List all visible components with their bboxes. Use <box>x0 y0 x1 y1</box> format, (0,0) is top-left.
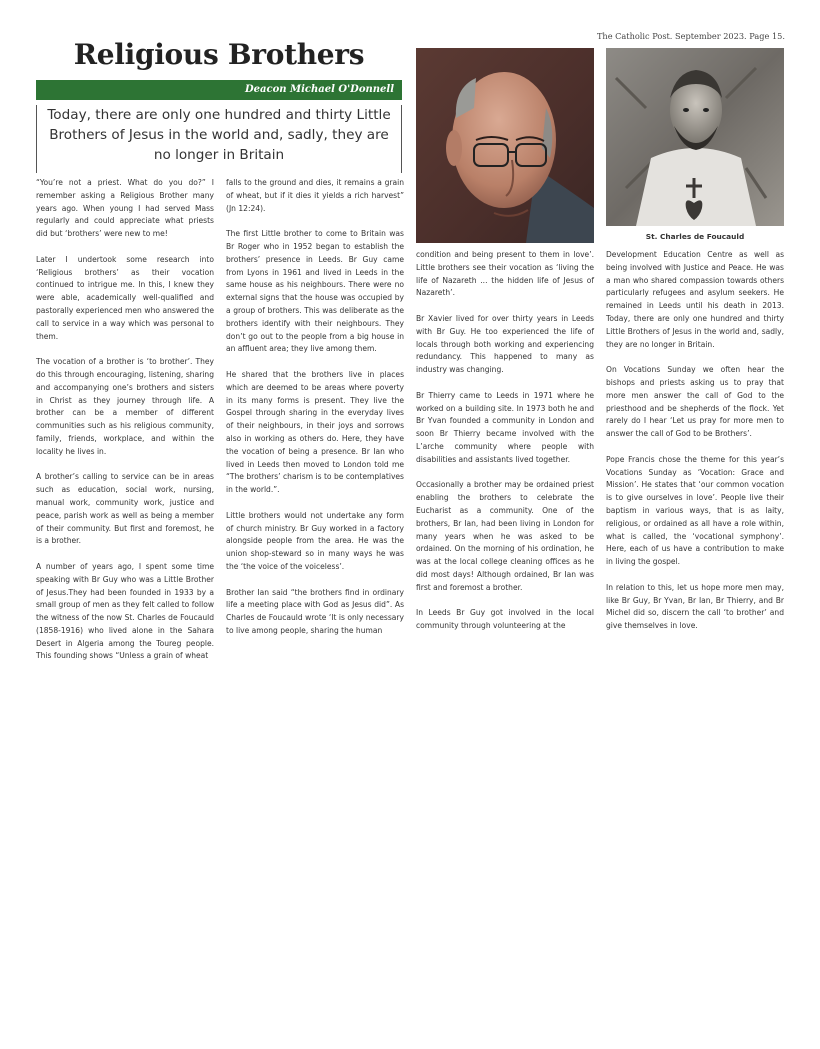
paragraph: In relation to this, let us hope more men may, like Br Guy, Br Yvan, Br Ian, Br Thierry, and Br Michel did so, discern the call ‘to brother’ and give themselves in love. <box>606 582 784 631</box>
paragraph: Development Education Centre as well as being involved with Justice and Peace. He was a man who shared compassion towards others particularly refugees and asylum seekers. He remained in Leeds until his death in 2013. Today, there are only one hundred and thirty Little Brothers of Jesus in the world and, sadly, they are no longer in Britain. <box>606 250 784 349</box>
article-column-3 <box>416 249 594 646</box>
byline-bar <box>36 80 402 100</box>
paragraph: A number of years ago, I spent some time speaking with Br Guy who was a Little Brother of Jesus.They had been founded in 1933 by a small group of men as they felt called to follow the witness of the now St. Charles de Foucauld (1858-1916) who lived alone in the Sahara Desert in Algeria among the Toureg people. This founding shows “Unless a grain of wheat <box>36 561 214 661</box>
paragraph: falls to the ground and dies, it remains a grain of wheat, but if it dies it yields a rich harvest” (Jn 12:24). <box>226 178 404 213</box>
byline-author: Deacon Michael O'Donnell <box>245 84 394 95</box>
paragraph: Little brothers would not undertake any form of church ministry. Br Guy worked in a factory alongside people from the area. He was the union shop-steward so in many ways he was the ‘the voice of the voiceless’. <box>226 510 404 571</box>
paragraph: He shared that the brothers live in places which are deemed to be areas where poverty in its many forms is present. They live the Gospel through sharing in the everyday lives of their neighbours, in their joys and sorrows also in working as others do. Here, they have the vocation of being a presence. Br Ian who lived in Leeds then moved to London told me “The brothers’ charism is to be contemplatives in the world.”. <box>226 369 404 495</box>
paragraph: The first Little brother to come to Britain was Br Roger who in 1952 began to establish the brothers’ presence in Leeds. Br Guy came from Lyons in 1961 and lived in Leeds in the same house as his neighbours. There were no external signs that the house was occupied by a group of brothers. This was deliberate as the brothers identify with their neighbours. They don’t go out to the people from a big house in an affluent area; they live among them. <box>226 229 404 354</box>
paragraph: In Leeds Br Guy got involved in the local community through volunteering at the <box>416 608 594 631</box>
photo-charles-de-foucauld <box>606 48 784 226</box>
page-folio: The Catholic Post. September 2023. Page 15. <box>596 31 785 41</box>
article-column-4 <box>606 249 784 646</box>
pull-quote: Today, there are only one hundred and thirty Little Brothers of Jesus in the world and, sadly, they are no longer in Britain <box>36 105 402 173</box>
paragraph: Pope Francis chose the theme for this year’s Vocations Sunday as ‘Vocation: Grace and Mission’. He states that ‘our common vocation is to give ourselves in love’. People live their baptism in various ways, that is as laity, religious, or ordained as all have a role within, what is called, the ‘vocational symphony’. Here, each of us have a contribution to make in living the gospel. <box>606 454 784 567</box>
paragraph: Br Xavier lived for over thirty years in Leeds with Br Guy. He too experienced the life of locals through both working and experiencing redundancy. This happened to many as industry was changing. <box>416 313 594 375</box>
paragraph: Br Thierry came to Leeds in 1971 where he worked on a building site. In 1973 both he and Br Yvan founded a community in London and soon Br Thierry became involved with the L’arche community where people with disabilities and assistants lived together. <box>416 390 594 464</box>
paragraph: Later I undertook some research into ‘Religious brothers’ as their vocation continued to intrigue me. In this, I knew they were able, academically well-qualified and pastorally experienced men who answered the call to service in a way which was personal to them. <box>36 254 214 341</box>
paragraph: The vocation of a brother is ‘to brother’. They do this through encouraging, listening, sharing and accompanying one’s brothers and sisters in Christ as they journey through life. A brother can be a member of different communities such as his religious community, family, friends, workplace, and within the locality he lives in. <box>36 357 214 456</box>
paragraph: On Vocations Sunday we often hear the bishops and priests asking us to pray that more men answer the call of God to the priesthood and be shepherds of the flock. Yet rarely do I hear ‘Let us pray for more men to answer the call of God to be Brothers’. <box>606 365 784 439</box>
paragraph: Occasionally a brother may be ordained priest enabling the brothers to celebrate the Eucharist as a community. One of the brothers, Br Ian, had been living in London for many years when he was asked to be ordained. On the morning of his ordination, he was at the local college cleaning offices as he did most days! Although ordained, Br Ian was first and foremost a brother. <box>416 480 594 592</box>
paragraph: “You’re not a priest. What do you do?” I remember asking a Religious Brother many years ago. When young I had served Mass regularly and could appreciate what priests did but ‘brothers’ were new to me! <box>36 178 214 239</box>
article-column-2 <box>226 177 404 650</box>
article-column-1 <box>36 177 214 676</box>
paragraph: Brother Ian said “the brothers find in ordinary life a meeting place with God as Jesus did”. As Charles de Foucauld wrote ‘It is only necessary to live among people, sharing the human <box>226 587 404 635</box>
article-title: Religious Brothers <box>73 38 365 71</box>
photo-brother-guy <box>416 48 594 243</box>
photo-caption: St. Charles de Foucauld <box>645 232 745 241</box>
paragraph: A brother’s calling to service can be in areas such as education, social work, nursing, manual work, community work, justice and peace, parish work as well as being a member of their community. But first and foremost, he is a brother. <box>36 472 214 546</box>
paragraph: condition and being present to them in love’. Little brothers see their vocation as ‘living the life of Nazareth ... the hidden life of Jesus of Nazareth’. <box>416 250 594 298</box>
